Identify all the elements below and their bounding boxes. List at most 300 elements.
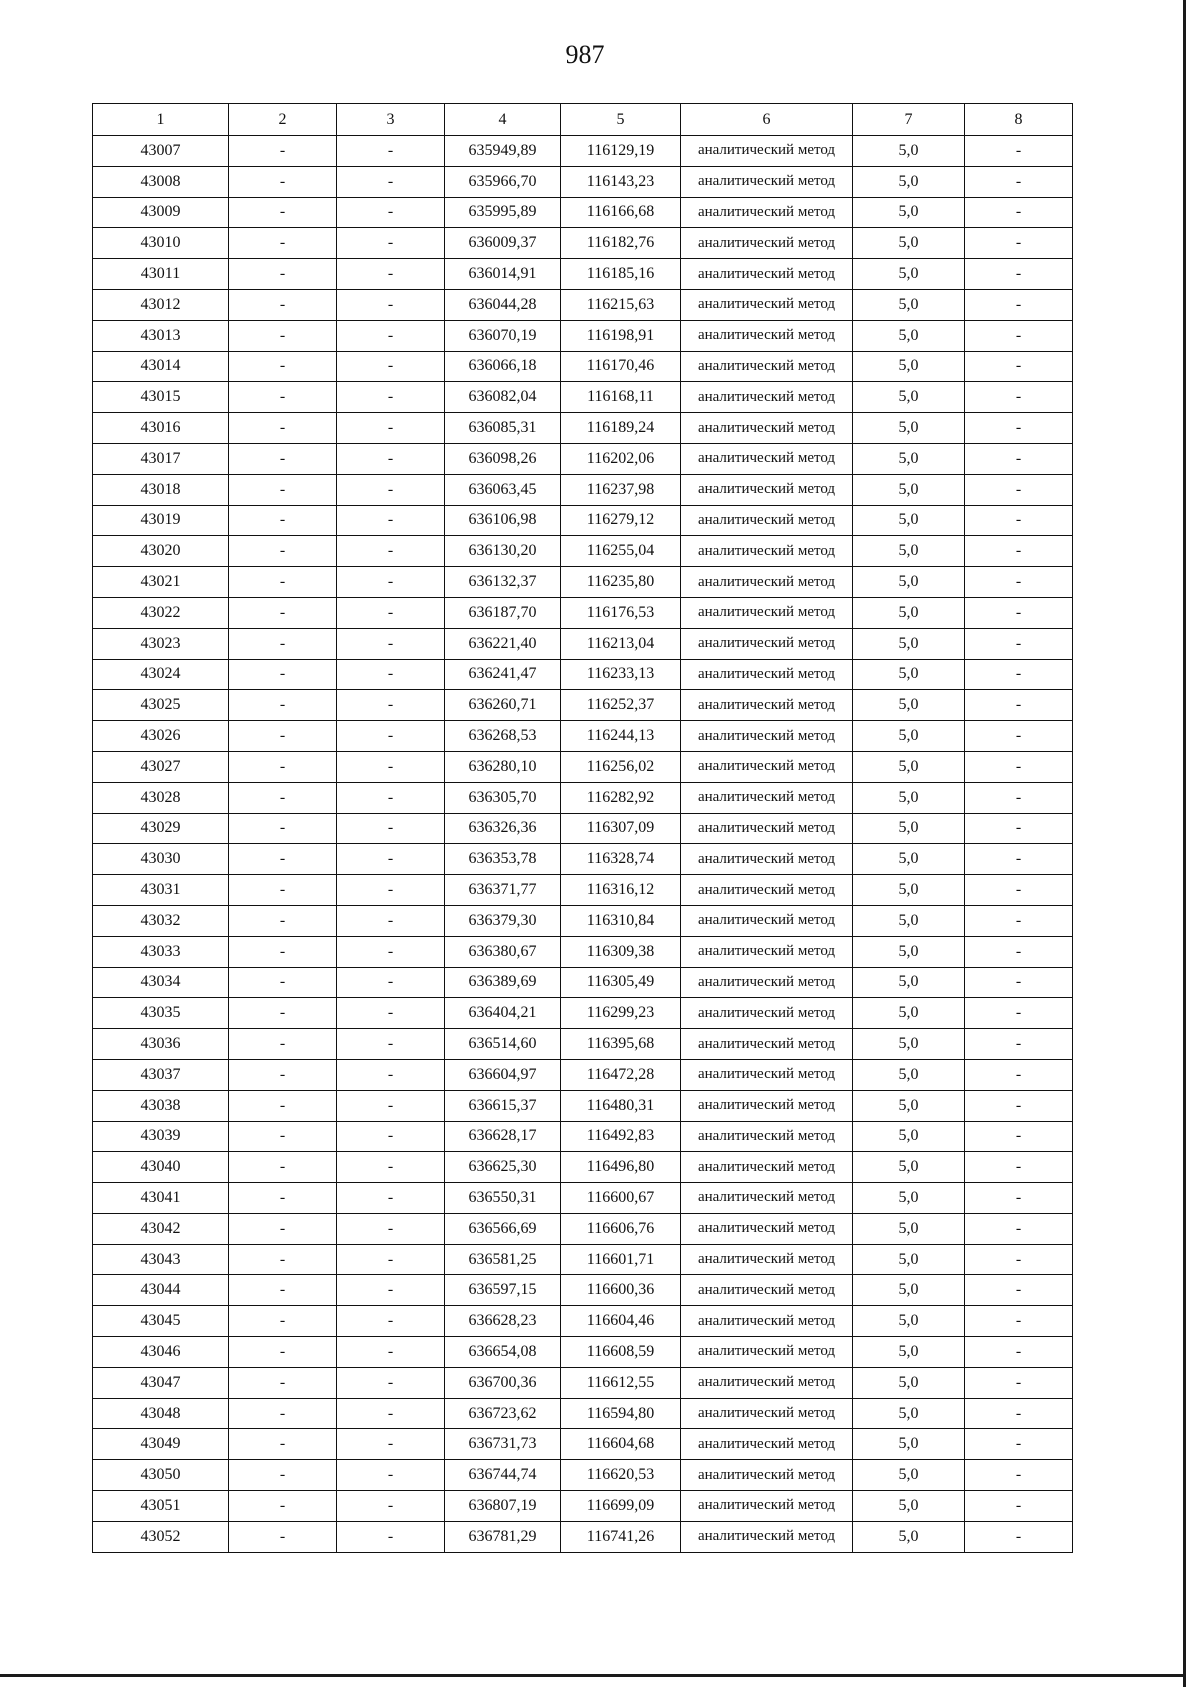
cell-col8: - bbox=[965, 166, 1073, 197]
cell-col3: - bbox=[337, 659, 445, 690]
cell-col3: - bbox=[337, 1090, 445, 1121]
point-number-cell: 43017 bbox=[93, 443, 229, 474]
cell-col2: - bbox=[229, 936, 337, 967]
method-cell: аналитический метод bbox=[681, 382, 853, 413]
coord-y-cell: 116472,28 bbox=[561, 1059, 681, 1090]
table-row bbox=[93, 690, 1073, 721]
cell-col2: - bbox=[229, 1275, 337, 1306]
accuracy-cell: 5,0 bbox=[853, 289, 965, 320]
method-cell: аналитический метод bbox=[681, 474, 853, 505]
coord-x-cell: 636132,37 bbox=[445, 567, 561, 598]
cell-col2: - bbox=[229, 320, 337, 351]
point-number-cell: 43041 bbox=[93, 1183, 229, 1214]
coord-y-cell: 116307,09 bbox=[561, 813, 681, 844]
coord-x-cell: 636581,25 bbox=[445, 1244, 561, 1275]
column-header: 4 bbox=[445, 104, 561, 136]
cell-col2: - bbox=[229, 1152, 337, 1183]
table-row bbox=[93, 1337, 1073, 1368]
coord-y-cell: 116233,13 bbox=[561, 659, 681, 690]
accuracy-cell: 5,0 bbox=[853, 474, 965, 505]
coord-x-cell: 636063,45 bbox=[445, 474, 561, 505]
accuracy-cell: 5,0 bbox=[853, 1306, 965, 1337]
coord-y-cell: 116213,04 bbox=[561, 628, 681, 659]
cell-col2: - bbox=[229, 690, 337, 721]
cell-col2: - bbox=[229, 1521, 337, 1552]
coord-y-cell: 116202,06 bbox=[561, 443, 681, 474]
cell-col2: - bbox=[229, 413, 337, 444]
coord-y-cell: 116256,02 bbox=[561, 751, 681, 782]
method-cell: аналитический метод bbox=[681, 1275, 853, 1306]
method-cell: аналитический метод bbox=[681, 1398, 853, 1429]
point-number-cell: 43043 bbox=[93, 1244, 229, 1275]
cell-col2: - bbox=[229, 782, 337, 813]
method-cell: аналитический метод bbox=[681, 1213, 853, 1244]
coord-x-cell: 636550,31 bbox=[445, 1183, 561, 1214]
cell-col3: - bbox=[337, 289, 445, 320]
cell-col2: - bbox=[229, 1491, 337, 1522]
cell-col2: - bbox=[229, 166, 337, 197]
table-row bbox=[93, 967, 1073, 998]
coord-x-cell: 636654,08 bbox=[445, 1337, 561, 1368]
point-number-cell: 43033 bbox=[93, 936, 229, 967]
table-row bbox=[93, 844, 1073, 875]
coord-y-cell: 116168,11 bbox=[561, 382, 681, 413]
coord-y-cell: 116235,80 bbox=[561, 567, 681, 598]
point-number-cell: 43015 bbox=[93, 382, 229, 413]
method-cell: аналитический метод bbox=[681, 721, 853, 752]
coord-y-cell: 116604,68 bbox=[561, 1429, 681, 1460]
cell-col8: - bbox=[965, 721, 1073, 752]
coord-x-cell: 636066,18 bbox=[445, 351, 561, 382]
coord-y-cell: 116606,76 bbox=[561, 1213, 681, 1244]
cell-col3: - bbox=[337, 259, 445, 290]
accuracy-cell: 5,0 bbox=[853, 751, 965, 782]
method-cell: аналитический метод bbox=[681, 782, 853, 813]
coord-y-cell: 116600,67 bbox=[561, 1183, 681, 1214]
point-number-cell: 43050 bbox=[93, 1460, 229, 1491]
cell-col8: - bbox=[965, 967, 1073, 998]
cell-col2: - bbox=[229, 1244, 337, 1275]
column-header: 8 bbox=[965, 104, 1073, 136]
cell-col3: - bbox=[337, 782, 445, 813]
point-number-cell: 43028 bbox=[93, 782, 229, 813]
cell-col3: - bbox=[337, 1306, 445, 1337]
coord-y-cell: 116143,23 bbox=[561, 166, 681, 197]
coord-y-cell: 116604,46 bbox=[561, 1306, 681, 1337]
coord-x-cell: 636628,17 bbox=[445, 1121, 561, 1152]
cell-col2: - bbox=[229, 875, 337, 906]
cell-col3: - bbox=[337, 1460, 445, 1491]
coord-y-cell: 116252,37 bbox=[561, 690, 681, 721]
cell-col2: - bbox=[229, 1090, 337, 1121]
cell-col2: - bbox=[229, 567, 337, 598]
column-header: 7 bbox=[853, 104, 965, 136]
table-row bbox=[93, 998, 1073, 1029]
table-row bbox=[93, 1152, 1073, 1183]
method-cell: аналитический метод bbox=[681, 1121, 853, 1152]
cell-col8: - bbox=[965, 197, 1073, 228]
method-cell: аналитический метод bbox=[681, 1244, 853, 1275]
cell-col2: - bbox=[229, 382, 337, 413]
table-row bbox=[93, 289, 1073, 320]
cell-col2: - bbox=[229, 474, 337, 505]
cell-col3: - bbox=[337, 413, 445, 444]
method-cell: аналитический метод bbox=[681, 628, 853, 659]
coord-y-cell: 116480,31 bbox=[561, 1090, 681, 1121]
table-row bbox=[93, 782, 1073, 813]
method-cell: аналитический метод bbox=[681, 1521, 853, 1552]
accuracy-cell: 5,0 bbox=[853, 382, 965, 413]
point-number-cell: 43047 bbox=[93, 1367, 229, 1398]
cell-col2: - bbox=[229, 597, 337, 628]
cell-col3: - bbox=[337, 813, 445, 844]
coord-y-cell: 116328,74 bbox=[561, 844, 681, 875]
table-row bbox=[93, 474, 1073, 505]
coord-x-cell: 636389,69 bbox=[445, 967, 561, 998]
point-number-cell: 43027 bbox=[93, 751, 229, 782]
cell-col8: - bbox=[965, 289, 1073, 320]
scan-edge-bottom bbox=[0, 1674, 1186, 1677]
table-row bbox=[93, 1029, 1073, 1060]
table-header-row bbox=[93, 104, 1073, 136]
coord-x-cell: 636404,21 bbox=[445, 998, 561, 1029]
accuracy-cell: 5,0 bbox=[853, 136, 965, 167]
cell-col2: - bbox=[229, 751, 337, 782]
cell-col3: - bbox=[337, 136, 445, 167]
cell-col2: - bbox=[229, 136, 337, 167]
point-number-cell: 43024 bbox=[93, 659, 229, 690]
cell-col3: - bbox=[337, 351, 445, 382]
cell-col2: - bbox=[229, 289, 337, 320]
method-cell: аналитический метод bbox=[681, 1152, 853, 1183]
method-cell: аналитический метод bbox=[681, 1337, 853, 1368]
cell-col3: - bbox=[337, 1337, 445, 1368]
method-cell: аналитический метод bbox=[681, 844, 853, 875]
cell-col2: - bbox=[229, 998, 337, 1029]
cell-col8: - bbox=[965, 136, 1073, 167]
method-cell: аналитический метод bbox=[681, 998, 853, 1029]
accuracy-cell: 5,0 bbox=[853, 1398, 965, 1429]
cell-col3: - bbox=[337, 1244, 445, 1275]
method-cell: аналитический метод bbox=[681, 936, 853, 967]
cell-col8: - bbox=[965, 505, 1073, 536]
method-cell: аналитический метод bbox=[681, 1029, 853, 1060]
table-row bbox=[93, 936, 1073, 967]
cell-col2: - bbox=[229, 536, 337, 567]
cell-col8: - bbox=[965, 382, 1073, 413]
cell-col3: - bbox=[337, 1367, 445, 1398]
coord-y-cell: 116255,04 bbox=[561, 536, 681, 567]
coord-y-cell: 116282,92 bbox=[561, 782, 681, 813]
column-header: 3 bbox=[337, 104, 445, 136]
cell-col2: - bbox=[229, 197, 337, 228]
accuracy-cell: 5,0 bbox=[853, 1121, 965, 1152]
coord-x-cell: 635966,70 bbox=[445, 166, 561, 197]
method-cell: аналитический метод bbox=[681, 1090, 853, 1121]
accuracy-cell: 5,0 bbox=[853, 351, 965, 382]
point-number-cell: 43014 bbox=[93, 351, 229, 382]
coord-x-cell: 636781,29 bbox=[445, 1521, 561, 1552]
cell-col8: - bbox=[965, 875, 1073, 906]
table-row bbox=[93, 875, 1073, 906]
accuracy-cell: 5,0 bbox=[853, 320, 965, 351]
method-cell: аналитический метод bbox=[681, 166, 853, 197]
accuracy-cell: 5,0 bbox=[853, 782, 965, 813]
coord-x-cell: 636085,31 bbox=[445, 413, 561, 444]
coord-y-cell: 116316,12 bbox=[561, 875, 681, 906]
table-row bbox=[93, 1244, 1073, 1275]
cell-col2: - bbox=[229, 1059, 337, 1090]
cell-col2: - bbox=[229, 1398, 337, 1429]
table-row bbox=[93, 505, 1073, 536]
point-number-cell: 43051 bbox=[93, 1491, 229, 1522]
cell-col3: - bbox=[337, 1152, 445, 1183]
table-row bbox=[93, 1213, 1073, 1244]
cell-col8: - bbox=[965, 1244, 1073, 1275]
accuracy-cell: 5,0 bbox=[853, 1029, 965, 1060]
table-row bbox=[93, 1121, 1073, 1152]
table-row bbox=[93, 659, 1073, 690]
point-number-cell: 43031 bbox=[93, 875, 229, 906]
method-cell: аналитический метод bbox=[681, 1491, 853, 1522]
point-number-cell: 43023 bbox=[93, 628, 229, 659]
table-row bbox=[93, 1306, 1073, 1337]
point-number-cell: 43052 bbox=[93, 1521, 229, 1552]
table-row bbox=[93, 567, 1073, 598]
column-header: 2 bbox=[229, 104, 337, 136]
accuracy-cell: 5,0 bbox=[853, 690, 965, 721]
accuracy-cell: 5,0 bbox=[853, 628, 965, 659]
cell-col3: - bbox=[337, 597, 445, 628]
cell-col3: - bbox=[337, 1398, 445, 1429]
coord-y-cell: 116215,63 bbox=[561, 289, 681, 320]
coord-y-cell: 116699,09 bbox=[561, 1491, 681, 1522]
table-row bbox=[93, 382, 1073, 413]
cell-col8: - bbox=[965, 597, 1073, 628]
cell-col2: - bbox=[229, 1337, 337, 1368]
cell-col2: - bbox=[229, 905, 337, 936]
page-number: 987 bbox=[565, 40, 605, 69]
cell-col3: - bbox=[337, 875, 445, 906]
coord-x-cell: 636380,67 bbox=[445, 936, 561, 967]
coord-y-cell: 116594,80 bbox=[561, 1398, 681, 1429]
cell-col3: - bbox=[337, 1521, 445, 1552]
table-row bbox=[93, 813, 1073, 844]
accuracy-cell: 5,0 bbox=[853, 1521, 965, 1552]
coord-y-cell: 116189,24 bbox=[561, 413, 681, 444]
cell-col3: - bbox=[337, 628, 445, 659]
table-row bbox=[93, 1398, 1073, 1429]
table-row bbox=[93, 1090, 1073, 1121]
cell-col8: - bbox=[965, 474, 1073, 505]
accuracy-cell: 5,0 bbox=[853, 1183, 965, 1214]
cell-col8: - bbox=[965, 1183, 1073, 1214]
accuracy-cell: 5,0 bbox=[853, 1244, 965, 1275]
cell-col8: - bbox=[965, 1213, 1073, 1244]
point-number-cell: 43044 bbox=[93, 1275, 229, 1306]
cell-col8: - bbox=[965, 1090, 1073, 1121]
point-number-cell: 43010 bbox=[93, 228, 229, 259]
cell-col3: - bbox=[337, 998, 445, 1029]
method-cell: аналитический метод bbox=[681, 1183, 853, 1214]
cell-col8: - bbox=[965, 690, 1073, 721]
cell-col2: - bbox=[229, 1367, 337, 1398]
method-cell: аналитический метод bbox=[681, 1306, 853, 1337]
table-row bbox=[93, 166, 1073, 197]
method-cell: аналитический метод bbox=[681, 875, 853, 906]
point-number-cell: 43045 bbox=[93, 1306, 229, 1337]
cell-col3: - bbox=[337, 505, 445, 536]
coord-x-cell: 636700,36 bbox=[445, 1367, 561, 1398]
table-row bbox=[93, 1367, 1073, 1398]
method-cell: аналитический метод bbox=[681, 905, 853, 936]
coord-x-cell: 636379,30 bbox=[445, 905, 561, 936]
cell-col3: - bbox=[337, 905, 445, 936]
method-cell: аналитический метод bbox=[681, 1059, 853, 1090]
table-row bbox=[93, 1521, 1073, 1552]
coord-y-cell: 116741,26 bbox=[561, 1521, 681, 1552]
cell-col8: - bbox=[965, 1367, 1073, 1398]
coord-x-cell: 636807,19 bbox=[445, 1491, 561, 1522]
point-number-cell: 43039 bbox=[93, 1121, 229, 1152]
table-row bbox=[93, 628, 1073, 659]
accuracy-cell: 5,0 bbox=[853, 967, 965, 998]
cell-col8: - bbox=[965, 813, 1073, 844]
coord-x-cell: 636597,15 bbox=[445, 1275, 561, 1306]
table-row bbox=[93, 136, 1073, 167]
cell-col8: - bbox=[965, 1121, 1073, 1152]
coord-x-cell: 636260,71 bbox=[445, 690, 561, 721]
cell-col8: - bbox=[965, 536, 1073, 567]
cell-col3: - bbox=[337, 967, 445, 998]
coord-x-cell: 636241,47 bbox=[445, 659, 561, 690]
cell-col2: - bbox=[229, 505, 337, 536]
cell-col8: - bbox=[965, 413, 1073, 444]
point-number-cell: 43016 bbox=[93, 413, 229, 444]
coord-x-cell: 636070,19 bbox=[445, 320, 561, 351]
accuracy-cell: 5,0 bbox=[853, 505, 965, 536]
coord-y-cell: 116612,55 bbox=[561, 1367, 681, 1398]
cell-col8: - bbox=[965, 567, 1073, 598]
method-cell: аналитический метод bbox=[681, 751, 853, 782]
cell-col8: - bbox=[965, 228, 1073, 259]
coord-x-cell: 636044,28 bbox=[445, 289, 561, 320]
coord-y-cell: 116185,16 bbox=[561, 259, 681, 290]
coord-y-cell: 116601,71 bbox=[561, 1244, 681, 1275]
point-number-cell: 43042 bbox=[93, 1213, 229, 1244]
coord-y-cell: 116496,80 bbox=[561, 1152, 681, 1183]
method-cell: аналитический метод bbox=[681, 443, 853, 474]
coord-x-cell: 636009,37 bbox=[445, 228, 561, 259]
column-header: 6 bbox=[681, 104, 853, 136]
coord-x-cell: 635995,89 bbox=[445, 197, 561, 228]
table-row bbox=[93, 1275, 1073, 1306]
cell-col2: - bbox=[229, 443, 337, 474]
cell-col3: - bbox=[337, 1275, 445, 1306]
point-number-cell: 43046 bbox=[93, 1337, 229, 1368]
cell-col8: - bbox=[965, 351, 1073, 382]
accuracy-cell: 5,0 bbox=[853, 1429, 965, 1460]
accuracy-cell: 5,0 bbox=[853, 413, 965, 444]
table-row bbox=[93, 259, 1073, 290]
method-cell: аналитический метод bbox=[681, 690, 853, 721]
coord-x-cell: 636221,40 bbox=[445, 628, 561, 659]
coord-x-cell: 636723,62 bbox=[445, 1398, 561, 1429]
accuracy-cell: 5,0 bbox=[853, 1152, 965, 1183]
cell-col8: - bbox=[965, 1429, 1073, 1460]
coord-y-cell: 116310,84 bbox=[561, 905, 681, 936]
method-cell: аналитический метод bbox=[681, 813, 853, 844]
point-number-cell: 43012 bbox=[93, 289, 229, 320]
accuracy-cell: 5,0 bbox=[853, 936, 965, 967]
cell-col8: - bbox=[965, 1521, 1073, 1552]
cell-col8: - bbox=[965, 259, 1073, 290]
accuracy-cell: 5,0 bbox=[853, 1059, 965, 1090]
coord-y-cell: 116600,36 bbox=[561, 1275, 681, 1306]
coord-x-cell: 636082,04 bbox=[445, 382, 561, 413]
coord-x-cell: 636268,53 bbox=[445, 721, 561, 752]
coord-x-cell: 636187,70 bbox=[445, 597, 561, 628]
coord-x-cell: 636566,69 bbox=[445, 1213, 561, 1244]
point-number-cell: 43011 bbox=[93, 259, 229, 290]
cell-col2: - bbox=[229, 659, 337, 690]
accuracy-cell: 5,0 bbox=[853, 1213, 965, 1244]
column-header: 5 bbox=[561, 104, 681, 136]
cell-col3: - bbox=[337, 567, 445, 598]
coord-x-cell: 636098,26 bbox=[445, 443, 561, 474]
method-cell: аналитический метод bbox=[681, 413, 853, 444]
coord-y-cell: 116244,13 bbox=[561, 721, 681, 752]
coord-x-cell: 636353,78 bbox=[445, 844, 561, 875]
method-cell: аналитический метод bbox=[681, 351, 853, 382]
cell-col2: - bbox=[229, 1029, 337, 1060]
method-cell: аналитический метод bbox=[681, 659, 853, 690]
cell-col8: - bbox=[965, 936, 1073, 967]
method-cell: аналитический метод bbox=[681, 197, 853, 228]
point-number-cell: 43030 bbox=[93, 844, 229, 875]
point-number-cell: 43013 bbox=[93, 320, 229, 351]
table-row bbox=[93, 320, 1073, 351]
cell-col3: - bbox=[337, 844, 445, 875]
cell-col8: - bbox=[965, 751, 1073, 782]
coord-y-cell: 116299,23 bbox=[561, 998, 681, 1029]
accuracy-cell: 5,0 bbox=[853, 813, 965, 844]
method-cell: аналитический метод bbox=[681, 1429, 853, 1460]
accuracy-cell: 5,0 bbox=[853, 875, 965, 906]
accuracy-cell: 5,0 bbox=[853, 1090, 965, 1121]
table-row bbox=[93, 536, 1073, 567]
table-row bbox=[93, 1429, 1073, 1460]
cell-col8: - bbox=[965, 1275, 1073, 1306]
accuracy-cell: 5,0 bbox=[853, 905, 965, 936]
coord-x-cell: 636731,73 bbox=[445, 1429, 561, 1460]
cell-col3: - bbox=[337, 690, 445, 721]
coord-x-cell: 636326,36 bbox=[445, 813, 561, 844]
coord-y-cell: 116182,76 bbox=[561, 228, 681, 259]
table-row bbox=[93, 413, 1073, 444]
accuracy-cell: 5,0 bbox=[853, 197, 965, 228]
cell-col8: - bbox=[965, 1029, 1073, 1060]
cell-col2: - bbox=[229, 628, 337, 659]
point-number-cell: 43049 bbox=[93, 1429, 229, 1460]
accuracy-cell: 5,0 bbox=[853, 228, 965, 259]
cell-col8: - bbox=[965, 1398, 1073, 1429]
cell-col8: - bbox=[965, 320, 1073, 351]
point-number-cell: 43022 bbox=[93, 597, 229, 628]
method-cell: аналитический метод bbox=[681, 228, 853, 259]
cell-col3: - bbox=[337, 1059, 445, 1090]
cell-col3: - bbox=[337, 1183, 445, 1214]
